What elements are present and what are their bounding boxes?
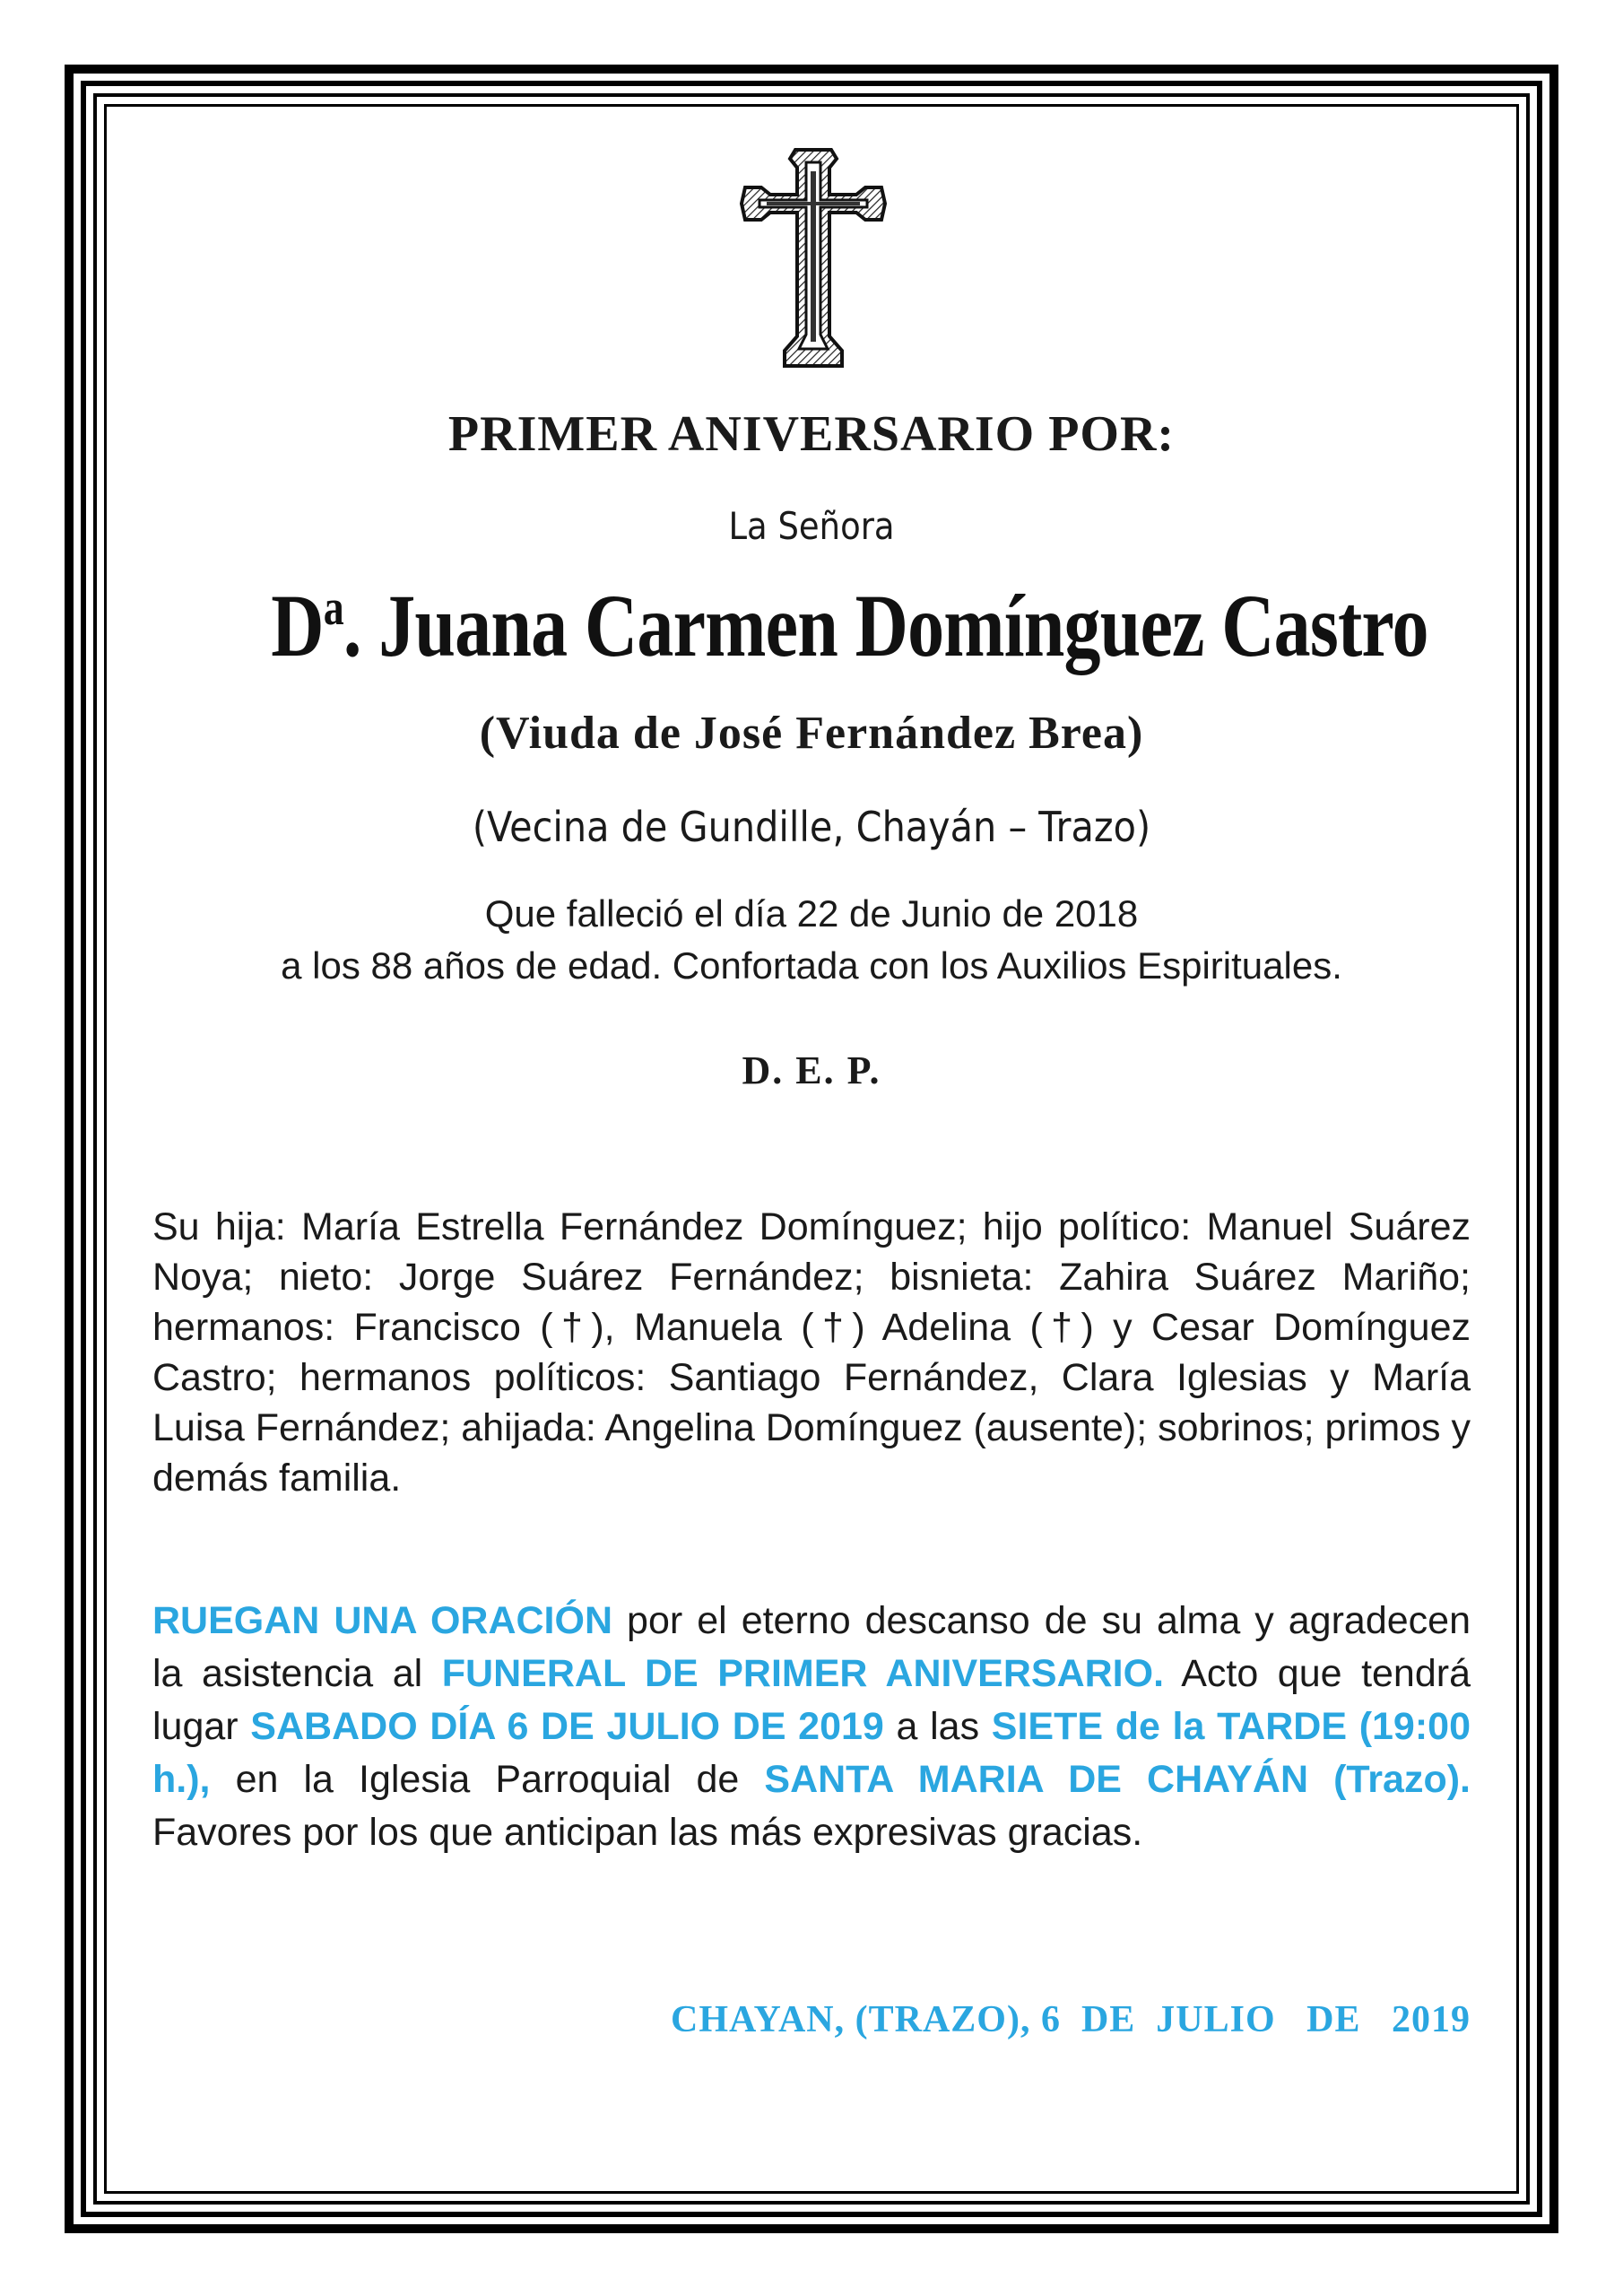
death-date-line: Que falleció el día 22 de Junio de 2018 — [484, 892, 1139, 935]
prayer-text-4: en la Iglesia Parroquial de — [210, 1758, 765, 1801]
prayer-highlight-3: SABADO DÍA 6 DE JULIO DE 2019 — [250, 1705, 884, 1748]
name-rest: . Juana Carmen Domínguez Castro — [343, 576, 1428, 675]
death-age-line: a los 88 años de edad. Confortada con los Auxilios Espirituales. — [281, 944, 1342, 987]
prayer-highlight-2: FUNERAL DE PRIMER ANIVERSARIO. — [441, 1652, 1165, 1695]
family-paragraph: Su hija: María Estrella Fernández Domínguez; hijo político: Manuel Suárez Noya; nieto: Jorge Suárez Fernández; bisnieta: Zahira Suárez Mariño; hermanos: Francisco (†), Manuela (†) Adelina (†) y Cesar Domínguez Castro; hermanos políticos: Santiago Fernández, Clara Iglesias y María Luisa Fernández; ahijada: Angelina Domínguez (ausente); sobrinos; primos y demás familia. — [152, 1205, 1471, 1500]
prayer-highlight-1: RUEGAN UNA ORACIÓN — [152, 1599, 613, 1642]
widow-of-line: (Viuda de José Fernández Brea) — [479, 708, 1144, 759]
deceased-name — [271, 574, 1428, 677]
prayer-text-5: Favores por los que anticipan las más expresivas gracias. — [152, 1811, 1143, 1854]
closing-place-date: CHAYAN, (TRAZO), 6 DE JULIO DE 2019 — [671, 1999, 1471, 2040]
cross-icon — [740, 148, 887, 368]
name-prefix: D — [271, 576, 324, 675]
honorific: La Señora — [728, 504, 895, 548]
neighbor-of-line: (Vecina de Gundille, Chayán – Trazo) — [472, 803, 1151, 851]
notice-content — [152, 135, 1471, 2108]
prayer-text-3: a las — [883, 1705, 992, 1748]
prayer-text-2: Acto que tendrá lugar — [152, 1652, 1471, 1748]
rip-text: D. E. P. — [742, 1048, 881, 1092]
prayer-highlight-5: SANTA MARIA DE CHAYÁN (Trazo). — [764, 1758, 1471, 1801]
notice-heading: PRIMER ANIVERSARIO POR: — [447, 406, 1176, 462]
prayer-text-1: por el eterno descanso de su alma y agradecen la asistencia al — [152, 1599, 1471, 1695]
prayer-paragraph — [152, 1595, 1471, 1859]
name-prefix-sup: a — [323, 580, 343, 636]
prayer-highlight-4: SIETE de la TARDE (19:00 h.), — [152, 1705, 1471, 1801]
